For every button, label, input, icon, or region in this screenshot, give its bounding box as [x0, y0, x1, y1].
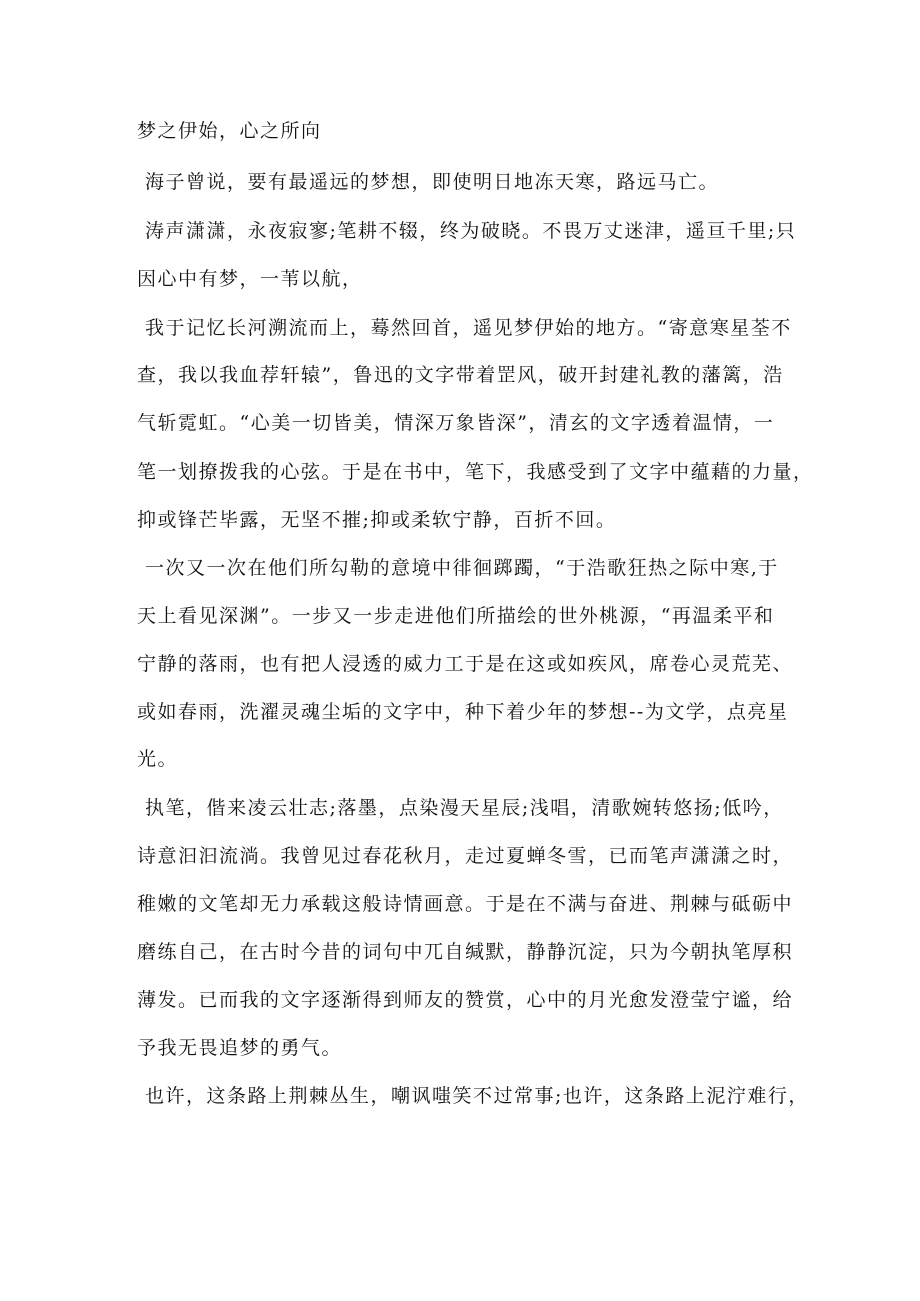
paragraph-line: 宁静的落雨，也有把人浸透的威力工于是在这或如疾风，席卷心灵荒芜、 — [137, 653, 794, 675]
paragraph-line: 抑或锋芒毕露，无坚不摧;抑或柔软宁静，百折不回。 — [137, 509, 617, 531]
paragraph-line: 笔一划撩拨我的心弦。于是在书中，笔下，我感受到了文字中蕴藉的力量， — [137, 461, 814, 483]
document-title: 梦之伊始，心之所向 — [137, 120, 322, 142]
paragraph-line: 稚嫩的文笔却无力承载这般诗情画意。于是在不满与奋进、荆棘与砥砺中 — [137, 893, 794, 915]
paragraph-line: 诗意汩汩流淌。我曾见过春花秋月，走过夏蝉冬雪，已而笔声潇潇之时， — [137, 845, 794, 867]
paragraph-line: 也许，这条路上荆棘丛生，嘲讽嗤笑不过常事;也许，这条路上泥泞难行， — [145, 1085, 809, 1107]
paragraph-line: 一次又一次在他们所勾勒的意境中徘徊踯躅，“于浩歌狂热之际中寒,于 — [145, 557, 779, 579]
paragraph-line: 我于记忆长河溯流而上，蓦然回首，遥见梦伊始的地方。“寄意寒星荃不 — [145, 317, 792, 339]
paragraph-line: 予我无畏追梦的勇气。 — [137, 1037, 343, 1059]
paragraph-line: 海子曾说，要有最遥远的梦想，即使明日地冻天寒，路远马亡。 — [145, 171, 720, 193]
paragraph-line: 查，我以我血荐轩辕”，鲁迅的文字带着罡风，破开封建礼教的藩篱，浩 — [137, 364, 784, 386]
paragraph-line: 气斩霓虹。“心美一切皆美，情深万象皆深”，清玄的文字透着温情，一 — [137, 412, 775, 434]
paragraph-line: 执笔，偕来凌云壮志;落墨，点染漫天星辰;浅唱，清歌婉转悠扬;低吟， — [145, 797, 784, 819]
paragraph-line: 天上看见深渊”。一步又一步走进他们所描绘的世外桃源，“再温柔平和 — [137, 605, 775, 627]
paragraph-line: 或如春雨，洗濯灵魂尘垢的文字中，种下着少年的梦想--为文学，点亮星 — [137, 701, 789, 723]
paragraph-line: 涛声潇潇，永夜寂寥;笔耕不辍，终为破晓。不畏万丈迷津，遥亘千里;只 — [145, 220, 797, 242]
paragraph-line: 因心中有梦，一苇以航， — [137, 268, 363, 290]
paragraph-line: 光。 — [137, 748, 179, 770]
paragraph-line: 薄发。已而我的文字逐渐得到师友的赞赏，心中的月光愈发澄莹宁谧，给 — [137, 989, 794, 1011]
paragraph-line: 磨练自己，在古时今昔的词句中兀自缄默，静静沉淀，只为今朝执笔厚积 — [137, 941, 794, 963]
